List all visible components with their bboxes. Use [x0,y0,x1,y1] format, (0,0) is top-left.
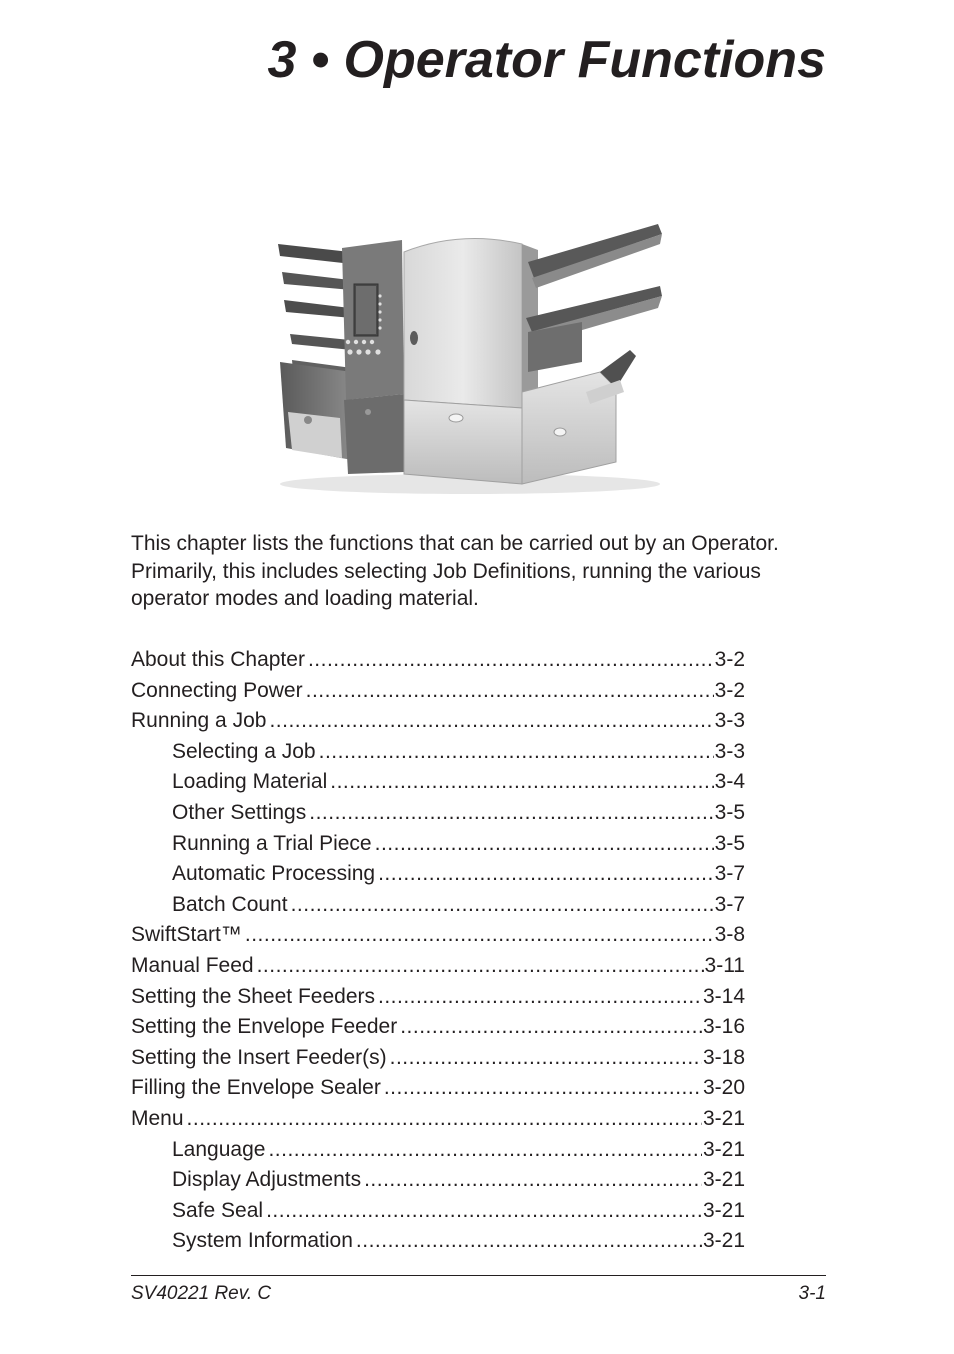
toc-entry-page: 3-11 [704,953,745,977]
toc-entry[interactable] [131,1073,745,1104]
toc-entry[interactable] [131,1196,745,1227]
toc-dot-leader [364,1165,702,1196]
toc-dot-leader [400,1012,702,1043]
toc-entry-label: Menu [131,1106,184,1130]
toc-entry-page: 3-21 [702,1137,745,1161]
toc-entry[interactable] [131,951,745,982]
toc-dot-leader [319,737,714,768]
toc-dot-leader [245,920,714,951]
toc-entry-page: 3-14 [702,984,745,1008]
toc-dot-leader [291,890,714,921]
chapter-title: 3 • Operator Functions [267,31,826,89]
toc-entry[interactable] [131,920,745,951]
toc-entry[interactable] [131,1012,745,1043]
toc-entry-page: 3-7 [714,892,745,916]
toc-entry-page: 3-3 [714,739,745,763]
toc-dot-leader [378,982,702,1013]
toc-entry-page: 3-7 [714,862,745,886]
toc-dot-leader [306,676,714,707]
toc-entry-label: Setting the Envelope Feeder [131,1015,398,1039]
toc-dot-leader [330,767,713,798]
toc-entry-label: Safe Seal [172,1198,264,1222]
toc-entry-label: Setting the Sheet Feeders [131,984,375,1008]
toc-dot-leader [375,829,714,860]
toc-entry-page: 3-5 [714,800,745,824]
toc-dot-leader [268,1135,702,1166]
toc-entry-label: SwiftStart™ [131,923,242,947]
toc-entry-page: 3-21 [702,1168,745,1192]
toc-entry-label: Setting the Insert Feeder(s) [131,1045,387,1069]
footer-divider [131,1275,826,1276]
folder-inserter-machine-photo [270,222,670,500]
toc-dot-leader [266,1196,702,1227]
chapter-intro-paragraph: This chapter lists the functions that can be carried out by an Operator. Primarily, this includes selecting Job Definitions, running the various operator modes and loading material. [131,532,779,610]
toc-entry-label: Batch Count [172,892,288,916]
toc-entry-page: 3-3 [714,709,745,733]
toc-entry-page: 3-2 [714,648,745,671]
footer-doc-id: SV40221 Rev. C [131,1283,272,1304]
toc-entry-label: Language [172,1137,266,1161]
toc-entry-page: 3-18 [702,1045,745,1069]
toc-dot-leader [356,1226,702,1257]
toc-dot-leader [308,645,714,676]
footer-page-number: 3-1 [798,1283,826,1304]
toc-entry-page: 3-5 [714,831,745,855]
toc-entry[interactable] [131,890,745,921]
toc-entry-label: Connecting Power [131,678,303,702]
toc-entry[interactable] [131,645,745,676]
toc-entry-label: Automatic Processing [172,862,376,886]
toc-entry-page: 3-20 [702,1076,745,1100]
toc-entry[interactable] [131,859,745,890]
toc-entry-page: 3-4 [714,770,745,794]
toc-entry-label: Other Settings [172,800,307,824]
toc-dot-leader [257,951,704,982]
toc-entry[interactable] [131,1104,745,1135]
toc-entry-page: 3-21 [702,1229,745,1253]
toc-entry-label: Running a Trial Piece [172,831,372,855]
toc-dot-leader [390,1043,702,1074]
toc-entry-page: 3-16 [702,1015,745,1039]
toc-entry-label: Display Adjustments [172,1168,362,1192]
table-of-contents [131,645,745,1257]
toc-entry-label: Running a Job [131,709,267,733]
toc-entry[interactable] [131,1226,745,1257]
toc-entry[interactable] [131,706,745,737]
toc-dot-leader [384,1073,702,1104]
toc-entry-label: About this Chapter [131,648,305,671]
toc-dot-leader [378,859,714,890]
toc-dot-leader [309,798,713,829]
toc-entry[interactable] [131,737,745,768]
toc-dot-leader [269,706,713,737]
toc-entry[interactable] [131,767,745,798]
toc-entry-label: Selecting a Job [172,739,316,763]
toc-entry-label: Manual Feed [131,953,254,977]
toc-entry-page: 3-8 [714,923,745,947]
toc-entry[interactable] [131,829,745,860]
toc-entry-label: Filling the Envelope Sealer [131,1076,381,1100]
toc-entry-label: Loading Material [172,770,328,794]
toc-dot-leader [187,1104,702,1135]
toc-entry-page: 3-21 [702,1198,745,1222]
toc-entry[interactable] [131,798,745,829]
toc-entry-label: System Information [172,1229,353,1253]
toc-entry[interactable] [131,1043,745,1074]
toc-entry[interactable] [131,1135,745,1166]
toc-entry[interactable] [131,676,745,707]
toc-entry[interactable] [131,1165,745,1196]
toc-entry[interactable] [131,982,745,1013]
toc-entry-page: 3-21 [702,1106,745,1130]
toc-entry-page: 3-2 [714,678,745,702]
